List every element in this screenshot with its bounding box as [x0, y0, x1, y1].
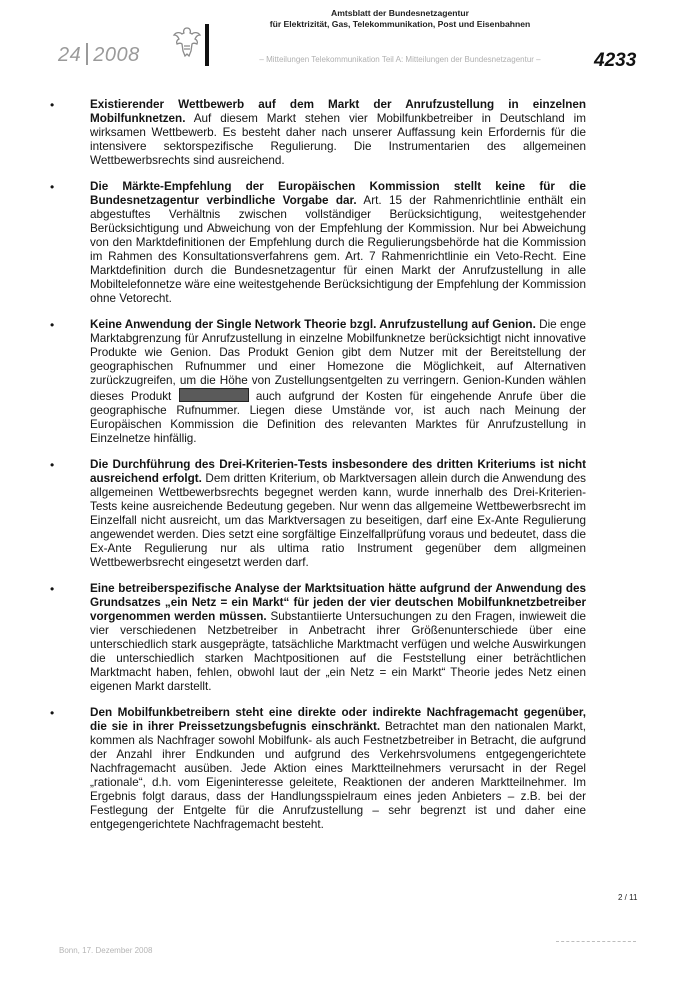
bullet-text: Auf diesem Markt stehen vier Mobilfunkbetreiber in Deutschland im wirksamen Wettbewerb. Es besteht daher nach unserer Auffassung kein Erfordernis für die intensivere sektorspezifische Regulierung. Die Instrumentarien des allgemeinen Wettbewerbsrechts sind ausreichend.: [90, 112, 586, 167]
list-item: [50, 458, 586, 570]
bullet-heading: Eine betreiberspezifische Analyse der Marktsituation hätte aufgrund der Anwendung des Grundsatzes „ein Netz = ein Markt“ für jeden der vier deutschen Mobilfunknetzbetreiber vorgenommen werden müssen.: [90, 582, 586, 623]
bullet-paragraph: [90, 98, 586, 168]
page-number: 4233: [594, 50, 637, 71]
bullet-text: Substantiierte Untersuchungen zu den Fragen, inwieweit die vier verschiedenen Netzbetreiber in Anbetracht ihrer Größenunterschiede über eine unterschiedlich stark ausgeprägte, tatsächliche Marktmacht verfügen und welche Auswirkungen die unterschiedlich starken Machtpositionen auf die Feststellung einer beträchtlichen Marktmacht haben, fehlen, obwohl laut der „ein Netz = ein Markt“ Theorie jedes Netz einen eigenen Markt darstellt.: [90, 610, 587, 693]
bullet-paragraph: [90, 582, 586, 694]
journal-title: [215, 8, 585, 30]
list-item: [50, 706, 586, 832]
bullet-text: Betrachtet man den nationalen Markt, kommen als Nachfrager sowohl Mobilfunk- als auch Festnetzbetreiber in Betracht, die aufgrund der Anzahl ihrer Endkunden und aufgrund des Verkehrsvolumens entgegengerichtete Nachfragemacht ausüben. Jede Aktion eines Marktteilnehmers verursacht in der Regel „rationale“, d.h. vom Eigeninteresse geleitete, Reaktionen der anderen Marktteilnehmer. Im Ergebnis folgt daraus, dass der Handlungsspielraum eines jeden Anbieters – z.B. bei der Festlegung der Entgelte für die Anrufzustellung – sehr begrenzt ist und daher eine entgegengerichtete Nachfragemacht besteht.: [90, 720, 586, 831]
list-item: [50, 582, 587, 694]
bullet-heading: Die Märkte-Empfehlung der Europäischen Kommission stellt keine für die Bundesnetzagentur verbindliche Vorgabe dar.: [90, 180, 586, 207]
bullet-heading: Existierender Wettbewerb auf dem Markt der Anrufzustellung in einzelnen Mobilfunknetzen.: [90, 98, 586, 125]
bullet-text: Art. 15 der Rahmenrichtlinie enthält ein abgestuftes Verhältnis zwischen vollständiger Berücksichtigung, weitestgehender Berücksichtigung und Abweichung von der Empfehlung der Kommission. Nur bei Abweichung von den Marktdefinitionen der Empfehlung durch die Regulierungsbehörde hat die Kommission im Rahmen des Konsultationsverfahrens gem. Art. 7 Rahmenrichtlinie ein Veto-Recht. Eine Marktdefinition durch die Bundesnetzagentur für einen Markt der Anrufzustellung in alle Mobiltelefonnetze wäre eine weitestgehende Berücksichtigung der Empfehlung der Kommission ohne Vetorecht.: [90, 194, 586, 305]
footer-divider: [556, 941, 636, 942]
bullet-icon: •: [50, 318, 55, 332]
bullet-icon: •: [50, 458, 55, 472]
page-header: [0, 0, 700, 80]
bullet-text: Die enge Marktabgrenzung für Anrufzustellung in einzelne Mobilfunknetze berücksichtigt nicht innovative Produkte wie Genion. Das Produkt Genion gibt dem Nutzer mit der Bereitstellung der geographischen Rufnummer und einer Homezone die Möglichkeit, auf Alternativen zurückzugreifen, um die Höhe von Zustellungsentgelten zu verringern. Genion-Kunden wählen dieses Produkt: [90, 318, 586, 403]
journal-title-line1: Amtsblatt der Bundesnetzagentur: [331, 8, 469, 18]
bullet-text: Dem dritten Kriterium, ob Marktversagen allein durch die Anwendung des allgemeinen Wettbewerbsrechts begegnet werden kann, wurde innerhalb des Drei-Kriterien-Tests keine ausreichende Bedeutung gegeben. Nur wenn das allgemeine Wettbewerbsrecht im Einzelfall nicht ausreicht, um das Marktversagen zu beseitigen, darf eine Ex-Ante Regulierung angewendet werden. Dies setzt eine sorgfältige Einzelfallprüfung voraus und bedeutet, dass die Ex-Ante Regulierung nur als ultima ratio Instrument gegenüber dem allgmeinen Wettbewerbsrecht eingesetzt werden darf.: [90, 472, 586, 569]
issue-number: 24: [58, 44, 82, 66]
issue-year: 2008: [93, 44, 140, 66]
journal-title-line2: für Elektrizität, Gas, Telekommunikation, Post und Eisenbahnen: [269, 19, 531, 29]
list-item: [50, 98, 586, 168]
bullet-paragraph: [90, 706, 586, 832]
redaction-box: [179, 388, 249, 402]
issue-label: [58, 43, 140, 67]
list-item: [50, 318, 587, 446]
bullet-icon: •: [50, 706, 55, 720]
federal-eagle-icon: [172, 24, 202, 60]
bullet-icon: •: [50, 582, 55, 596]
bullet-paragraph: [90, 458, 586, 570]
bullet-paragraph: [90, 180, 586, 306]
list-item: [50, 180, 586, 306]
journal-subtitle: – Mitteilungen Telekommunikation Teil A: Mitteilungen der Bundesnetzagentur –: [259, 55, 541, 64]
bullet-paragraph: [90, 318, 586, 446]
bullet-heading: Die Durchführung des Drei-Kriterien-Tests insbesondere des dritten Kriteriums ist nicht ausreichend erfolgt.: [90, 458, 586, 485]
header-bar: [205, 24, 209, 66]
bullet-text-continued: auch aufgrund der Kosten für eingehende Anrufe über die geographische Rufnummer. Liegen diese Umstände vor, ist auch nach Meinung der Europäischen Kommission die Definition des relevanten Marktes für Anrufzustellung in Einzelnetze hinfällig.: [90, 390, 587, 445]
bullet-icon: •: [50, 180, 55, 194]
bullet-heading: Keine Anwendung der Single Network Theorie bzgl. Anrufzustellung auf Genion.: [90, 318, 536, 331]
page-count: 2 / 11: [618, 893, 638, 902]
bullet-icon: •: [50, 98, 55, 112]
bullet-heading: Den Mobilfunkbetreibern steht eine direkte oder indirekte Nachfragemacht gegenüber, die sie in ihrer Preissetzungsbefugnis einschränkt.: [90, 706, 586, 733]
document-body: [50, 98, 587, 844]
issue-divider: [86, 43, 88, 65]
footer-date: Bonn, 17. Dezember 2008: [59, 946, 153, 955]
